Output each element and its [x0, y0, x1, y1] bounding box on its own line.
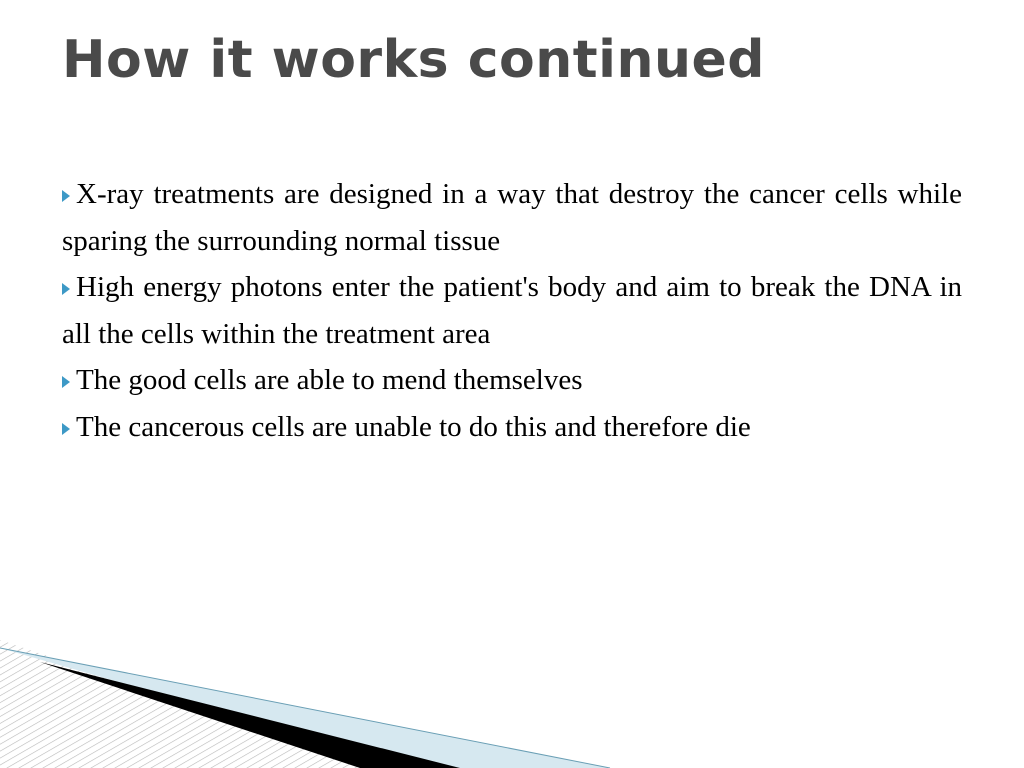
bullet-text: X-ray treatments are designed in a way that destroy the cancer cells while sparing the surrounding normal tissue — [62, 178, 962, 257]
corner-decoration — [0, 640, 1024, 768]
bullet-item — [62, 357, 962, 404]
bullet-text: The cancerous cells are unable to do this and therefore die — [76, 410, 751, 443]
bullet-item — [62, 171, 962, 264]
bullet-text: The good cells are able to mend themselves — [76, 364, 583, 396]
bullet-item — [62, 264, 962, 357]
triangle-arrow-icon — [62, 376, 70, 388]
slide-title: How it works continued — [62, 30, 765, 90]
bullet-list — [62, 171, 962, 450]
bullet-text: High energy photons enter the patient's body and aim to break the DNA in all the cells within the treatment area — [62, 271, 962, 350]
bullet-item — [62, 404, 962, 451]
triangle-arrow-icon — [62, 423, 70, 435]
triangle-arrow-icon — [62, 190, 70, 202]
triangle-arrow-icon — [62, 283, 70, 295]
